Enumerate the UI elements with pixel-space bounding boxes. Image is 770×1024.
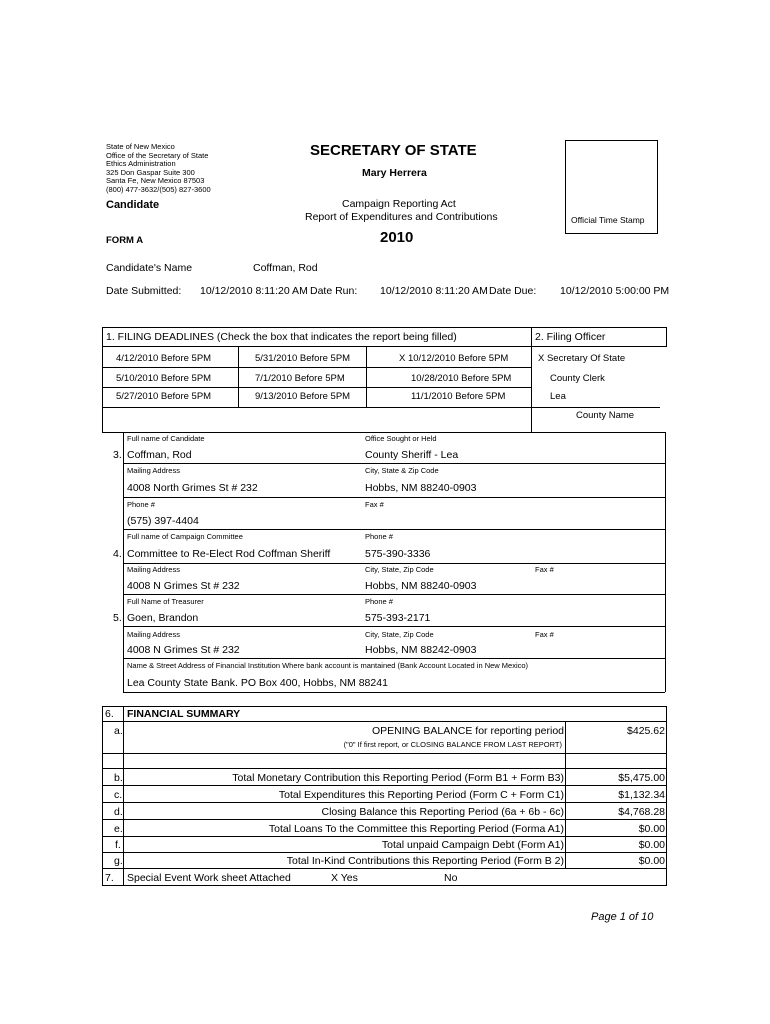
rule bbox=[123, 563, 665, 564]
office-sought-label: Office Sought or Held bbox=[365, 434, 437, 443]
treasurer-fax-label: Fax # bbox=[535, 630, 554, 639]
rule bbox=[102, 346, 666, 347]
summary-row-value: $0.00 bbox=[638, 823, 665, 835]
rule bbox=[102, 327, 666, 328]
date-run-label: Date Run: bbox=[310, 285, 358, 297]
summary-row-value: $1,132.34 bbox=[618, 789, 665, 801]
deadline-option[interactable]: 5/31/2010 Before 5PM bbox=[255, 353, 351, 364]
treasurer-phone-label: Phone # bbox=[365, 597, 393, 606]
rule bbox=[102, 753, 666, 754]
financial-summary-heading: FINANCIAL SUMMARY bbox=[127, 708, 241, 720]
summary-row-value: $4,768.28 bbox=[618, 806, 665, 818]
date-due-label: Date Due: bbox=[489, 285, 537, 297]
candidate-mailing-value: 4008 North Grimes St # 232 bbox=[127, 482, 258, 494]
date-run-value: 10/12/2010 8:11:20 AM bbox=[380, 285, 488, 297]
summary-row-label: Total In-Kind Contributions this Reporting Period (Form B 2) bbox=[286, 855, 564, 867]
candidate-mailing-label: Mailing Address bbox=[127, 466, 180, 475]
filing-officer-heading: 2. Filing Officer bbox=[535, 331, 606, 343]
county-name-label: County Name bbox=[576, 410, 635, 421]
form-label: FORM A bbox=[106, 235, 144, 246]
committee-city-value: Hobbs, NM 88240-0903 bbox=[365, 580, 477, 592]
opening-balance-label: OPENING BALANCE for reporting period bbox=[372, 725, 564, 737]
rule bbox=[666, 706, 667, 886]
rule bbox=[123, 658, 665, 659]
rule bbox=[102, 836, 666, 837]
summary-row-label: Closing Balance this Reporting Period (6a + 6b - 6c) bbox=[321, 806, 564, 818]
page-number: Page 1 of 10 bbox=[591, 911, 654, 923]
treasurer-name-value: Goen, Brandon bbox=[127, 612, 199, 624]
secretary-name: Mary Herrera bbox=[362, 167, 427, 179]
report-year: 2010 bbox=[380, 229, 414, 246]
candidate-fullname-label: Full name of Candidate bbox=[127, 434, 205, 443]
rule bbox=[666, 327, 667, 347]
summary-letter: f. bbox=[115, 839, 121, 851]
summary-row-label: Total Monetary Contribution this Reporting Period (Form B1 + Form B3) bbox=[232, 772, 564, 784]
rule bbox=[531, 327, 532, 432]
opening-balance-value: $425.62 bbox=[627, 725, 665, 737]
filing-deadlines-heading: 1. FILING DEADLINES (Check the box that indicates the report being filled) bbox=[106, 331, 457, 343]
deadline-option[interactable]: 5/27/2010 Before 5PM bbox=[116, 391, 212, 402]
summary-row-label: Total Expenditures this Reporting Period (Form C + Form C1) bbox=[278, 789, 564, 801]
summary-row-value: $0.00 bbox=[638, 855, 665, 867]
summary-row-label: Total unpaid Campaign Debt (Form A1) bbox=[381, 839, 564, 851]
deadline-option[interactable]: X 10/12/2010 Before 5PM bbox=[399, 353, 509, 364]
date-submitted-value: 10/12/2010 8:11:20 AM bbox=[200, 285, 308, 297]
treasurer-city-label: City, State, Zip Code bbox=[365, 630, 434, 639]
special-event-yes[interactable]: X Yes bbox=[331, 872, 358, 884]
summary-letter: e. bbox=[114, 823, 123, 835]
rule bbox=[123, 497, 665, 498]
section-3-number: 3. bbox=[113, 449, 122, 461]
page-title: SECRETARY OF STATE bbox=[310, 142, 477, 159]
agency-line: Ethics Administration bbox=[106, 159, 176, 168]
summary-letter: c. bbox=[114, 789, 123, 801]
filing-officer-option[interactable]: County Clerk bbox=[550, 373, 605, 384]
date-submitted-label: Date Submitted: bbox=[106, 285, 182, 297]
rule bbox=[123, 463, 665, 464]
rule bbox=[102, 868, 666, 869]
deadline-option[interactable]: 4/12/2010 Before 5PM bbox=[116, 353, 212, 364]
county-value: Lea bbox=[550, 391, 566, 402]
official-time-stamp-box bbox=[565, 140, 658, 234]
treasurer-mailing-label: Mailing Address bbox=[127, 630, 180, 639]
summary-row-value: $5,475.00 bbox=[618, 772, 665, 784]
candidate-phone-value: (575) 397-4404 bbox=[127, 515, 199, 527]
section-4-number: 4. bbox=[113, 548, 122, 560]
rule bbox=[102, 768, 666, 769]
agency-line: Santa Fe, New Mexico 87503 bbox=[106, 176, 205, 185]
summary-letter: b. bbox=[114, 772, 123, 784]
committee-name-value: Committee to Re-Elect Rod Coffman Sheriff bbox=[127, 548, 331, 560]
county-line bbox=[532, 407, 660, 408]
committee-fax-label: Fax # bbox=[535, 565, 554, 574]
agency-line: Office of the Secretary of State bbox=[106, 150, 209, 160]
rule bbox=[102, 327, 103, 432]
committee-mailing-value: 4008 N Grimes St # 232 bbox=[127, 580, 240, 592]
rule bbox=[102, 706, 666, 707]
summary-letter: g. bbox=[114, 855, 123, 867]
candidate-city-value: Hobbs, NM 88240-0903 bbox=[365, 482, 477, 494]
bank-value: Lea County State Bank. PO Box 400, Hobbs, NM 88241 bbox=[127, 677, 388, 689]
deadline-option[interactable]: 5/10/2010 Before 5PM bbox=[116, 373, 212, 384]
rule bbox=[102, 785, 666, 786]
candidate-fullname-value: Coffman, Rod bbox=[127, 449, 192, 461]
agency-line: State of New Mexico bbox=[106, 142, 175, 151]
section-5-number: 5. bbox=[113, 612, 122, 624]
rule bbox=[102, 852, 666, 853]
act-title: Campaign Reporting Act bbox=[342, 198, 456, 210]
rule bbox=[102, 407, 532, 408]
rule bbox=[238, 347, 239, 408]
summary-letter: d. bbox=[114, 806, 123, 818]
committee-city-label: City, State, Zip Code bbox=[365, 565, 434, 574]
treasurer-city-value: Hobbs, NM 88242-0903 bbox=[365, 644, 477, 656]
summary-letter: a. bbox=[114, 725, 123, 737]
deadline-option[interactable]: 7/1/2010 Before 5PM bbox=[255, 373, 345, 384]
rule bbox=[123, 626, 665, 627]
agency-address bbox=[106, 143, 211, 194]
section-7-number: 7. bbox=[105, 872, 114, 884]
rule bbox=[102, 721, 666, 722]
committee-phone-value: 575-390-3336 bbox=[365, 548, 431, 560]
rule bbox=[665, 432, 666, 692]
rule bbox=[102, 802, 666, 803]
agency-line: (800) 477-3632/(505) 827-3600 bbox=[106, 184, 211, 194]
treasurer-mailing-value: 4008 N Grimes St # 232 bbox=[127, 644, 240, 656]
rule bbox=[102, 819, 666, 820]
stamp-label: Official Time Stamp bbox=[571, 215, 645, 225]
treasurer-name-label: Full Name of Treasurer bbox=[127, 597, 204, 606]
candidate-heading: Candidate bbox=[106, 199, 160, 211]
candidate-name-value: Coffman, Rod bbox=[253, 262, 318, 274]
opening-balance-note: ("0" If first report, or CLOSING BALANCE FROM LAST REPORT) bbox=[343, 740, 562, 749]
report-title: Report of Expenditures and Contributions bbox=[305, 211, 498, 223]
treasurer-phone-value: 575-393-2171 bbox=[365, 612, 431, 624]
summary-row-label: Total Loans To the Committee this Reporting Period (Forma A1) bbox=[268, 823, 564, 835]
rule bbox=[123, 706, 124, 886]
deadline-option[interactable]: 11/1/2010 Before 5PM bbox=[411, 391, 506, 402]
candidate-phone-label: Phone # bbox=[127, 500, 155, 509]
deadline-option[interactable]: 10/28/2010 Before 5PM bbox=[411, 373, 512, 384]
rule bbox=[102, 387, 532, 388]
rule bbox=[123, 529, 665, 530]
filing-officer-option[interactable]: X Secretary Of State bbox=[538, 353, 626, 364]
committee-mailing-label: Mailing Address bbox=[127, 565, 180, 574]
rule bbox=[123, 432, 124, 692]
deadline-option[interactable]: 9/13/2010 Before 5PM bbox=[255, 391, 351, 402]
rule bbox=[102, 885, 666, 886]
rule bbox=[123, 594, 665, 595]
section-6-number: 6. bbox=[105, 708, 114, 720]
committee-name-label: Full name of Campaign Committee bbox=[127, 532, 243, 541]
rule bbox=[123, 692, 665, 693]
rule bbox=[102, 367, 532, 368]
special-event-no[interactable]: No bbox=[444, 872, 458, 884]
candidate-fax-label: Fax # bbox=[365, 500, 384, 509]
rule bbox=[565, 721, 566, 869]
special-event-label: Special Event Work sheet Attached bbox=[127, 872, 291, 884]
agency-line: 325 Don Gaspar Suite 300 bbox=[106, 167, 195, 177]
committee-phone-label: Phone # bbox=[365, 532, 393, 541]
rule bbox=[102, 432, 666, 433]
summary-row-value: $0.00 bbox=[638, 839, 665, 851]
rule bbox=[102, 706, 103, 886]
rule bbox=[366, 347, 367, 408]
bank-label: Name & Street Address of Financial Institution Where bank account is mantained (Bank Account Located in New Mexico) bbox=[127, 661, 529, 670]
date-due-value: 10/12/2010 5:00:00 PM bbox=[560, 285, 670, 297]
candidate-city-label: City, State & Zip Code bbox=[365, 466, 439, 475]
candidate-name-label: Candidate's Name bbox=[106, 262, 193, 274]
office-sought-value: County Sheriff - Lea bbox=[365, 449, 459, 461]
